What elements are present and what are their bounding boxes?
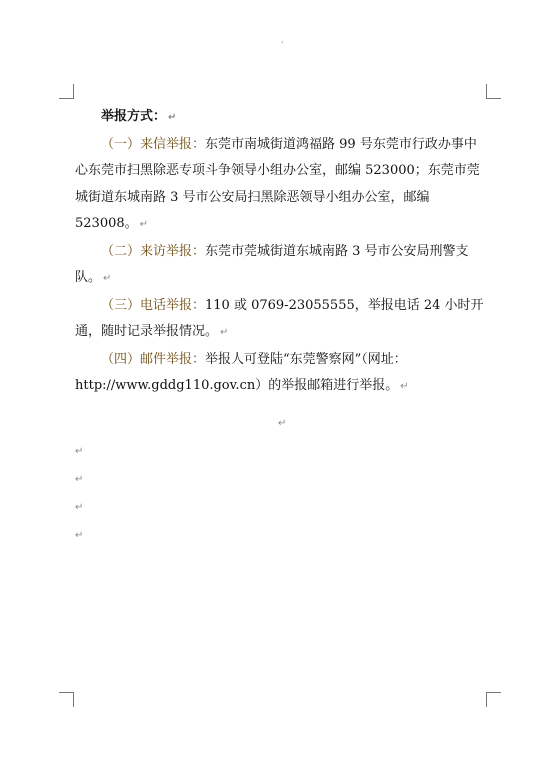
paragraph-mark-icon: ↵ <box>75 446 84 457</box>
item-text: 东莞市南城街道鸿福路 99 号东莞市行政办事中心东莞市扫黑除恶专项斗争领导小组办公室，邮编 523000；东莞市莞城街道东城南路 3 号市公安局扫黑除恶领导小组办公室，邮编 523008。 <box>75 136 480 231</box>
report-method-letter <box>75 132 487 239</box>
paragraph-mark-icon: ↵ <box>139 219 149 230</box>
item-lead: （四）邮件举报： <box>101 351 206 367</box>
header-mark: ' <box>281 40 284 49</box>
crop-mark-top-right <box>486 84 501 99</box>
document-body[interactable] <box>75 104 487 401</box>
paragraph-mark-icon: ↵ <box>220 327 229 338</box>
paragraph-mark-icon: ↵ <box>168 112 177 123</box>
report-method-visit <box>75 239 487 293</box>
section-title: 举报方式： ↵ <box>101 109 177 124</box>
item-text: 举报人可登陆“东莞警察网”（网址：http://www.gddg110.gov.cn）的举报邮箱进行举报。 <box>75 351 407 393</box>
paragraph-mark-icon: ↵ <box>75 474 84 485</box>
crop-mark-bottom-right <box>486 692 501 707</box>
item-text: 东莞市莞城街道东城南路 3 号市公安局刑警支队。 <box>75 243 469 285</box>
report-method-phone <box>75 293 487 347</box>
paragraph-mark-icon: ↵ <box>75 530 84 541</box>
paragraph-mark-icon: ↵ <box>103 273 112 284</box>
crop-mark-bottom-left <box>59 692 74 707</box>
item-lead: （一）来信举报： <box>101 136 206 152</box>
crop-mark-top-left <box>59 84 74 99</box>
item-text: 110 或 0769-23055555，举报电话 24 小时开通，随时记录举报情况。 <box>75 297 484 339</box>
paragraph-mark-icon: ↵ <box>400 381 409 392</box>
paragraph-mark-icon: ↵ <box>278 418 287 429</box>
item-lead: （二）来访举报： <box>101 243 206 259</box>
item-lead: （三）电话举报： <box>101 297 206 313</box>
paragraph-mark-icon: ↵ <box>75 502 84 513</box>
report-method-email <box>75 347 487 401</box>
